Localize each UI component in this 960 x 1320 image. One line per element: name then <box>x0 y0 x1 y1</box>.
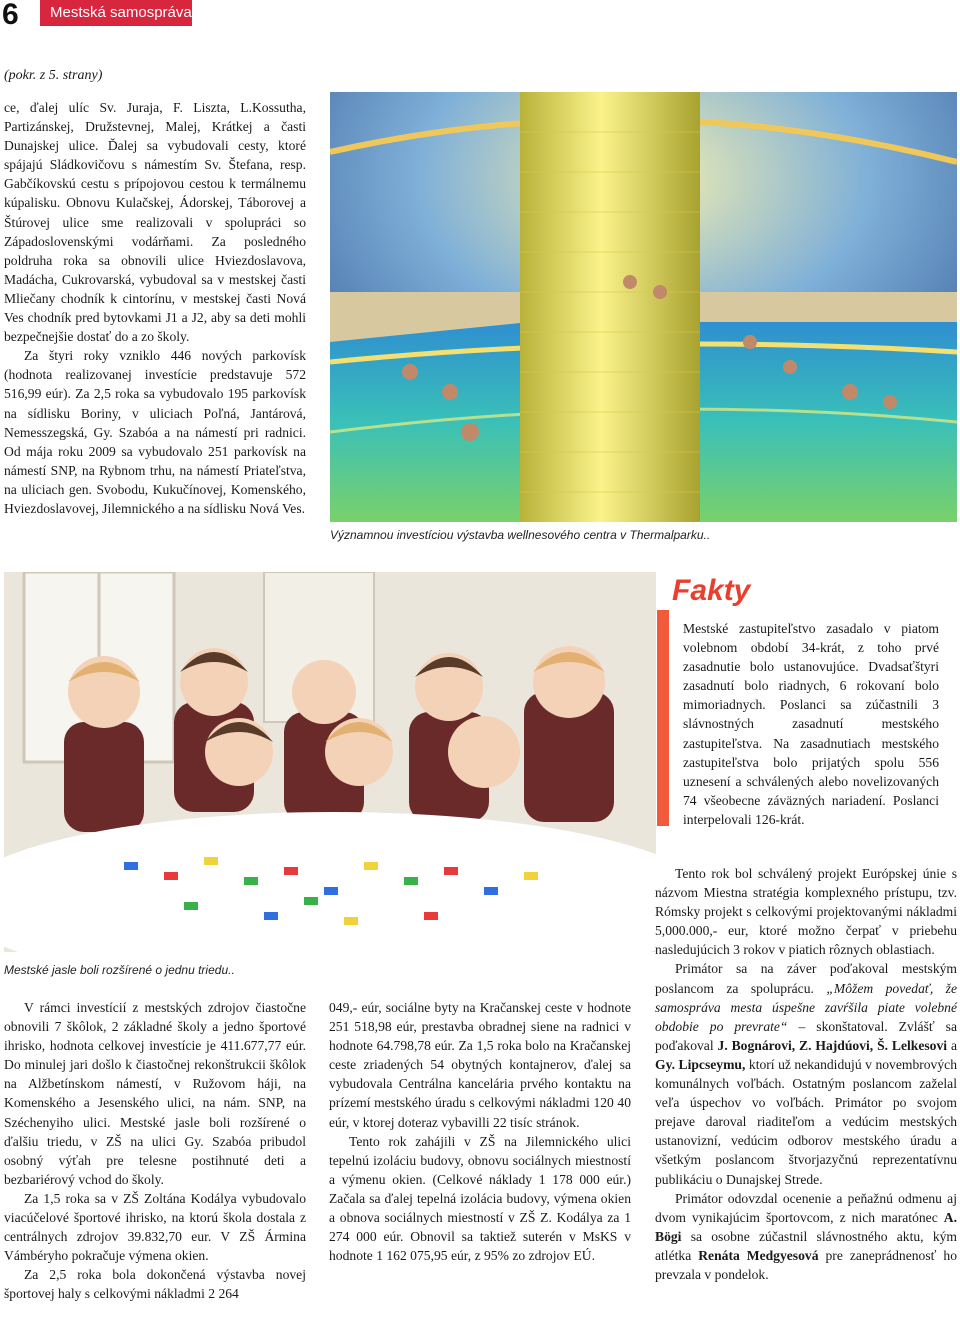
col1-paragraph-2: Za 1,5 roka sa v ZŠ Zoltána Kodálya vybudovalo viacúčelové športové ihrisko, na ktorú škola dostala z centrálnych zdrojov 39.832,70 eur. V ZŠ Ármina Vámbéryho pokračuje výmena okien. <box>4 1190 306 1264</box>
thanked-names: J. Bognárovi, Z. Hajdúovi, Š. Lelkesovi <box>717 1037 948 1053</box>
col1-paragraph-1: V rámci investícií z mestských zdrojov čiastočne obnovili 7 škôlok, 2 základné školy a jedno športové ihrisko, hodnota celkovej investície je 411.677,77 eúr. Do minulej jari došlo k čiastočnej rekonštrukcii škôlok na Alžbetínskom námestí, v Ružovom háji, na Komenského a Jesenského ulici, na nám. SNP, na Széchenyiho ulici. Mestské jasle boli rozšírené o ďalšiu triedu, v ZŠ na ulici Gy. Szabóa pribudol osobný výťah pre telesne postihnuté deti a bezbariérový vchod do školy. <box>4 1000 306 1187</box>
facts-text: Mestské zastupiteľstvo zasadalo v piatom volebnom období 34-krát, z toho prvé zasadnutie bolo ustanovujúce. Dvadsaťštyri zasadnutí bolo riadnych, 6 rokovaní bolo mimoriadnych. Poslanci sa zúčastnili 3 slávnostných zasadnutí mestského zastupiteľstva. Na zasadnutiach mestského zastupiteľstva bolo prijatých spolu 556 uznesení a schválených alebo novelizovaných 74 všeobecne záväzných nariadení. Poslanci interpelovali 126-krát. <box>683 621 939 827</box>
continuation-note: (pokr. z 5. strany) <box>4 68 103 83</box>
section-tag: Mestská samospráva <box>40 0 192 26</box>
bottom-column-2 <box>329 998 631 1265</box>
col3-paragraph-2 <box>655 959 957 1188</box>
intro-paragraph-1: ce, ďalej ulíc Sv. Juraja, F. Liszta, L.Kossutha, Partizánskej, Družstevnej, Malej, Krátkej a časti Dunajskej ulice. Ďalej sa vybudovali cesty, ktoré spájajú Sládkovičovu s námestím Sv. Štefana, resp. Gabčíkovskú cestu s prípojovou cestou k termálnemu kúpalisku. Obnovu Kulačskej, Ádorskej, Táborovej a Štúrovej ulice sme realizovali v spolupráci so Západoslovenskými vodárňami. Za posledného poldruha roka sa obnovili ulice Hviezdoslavova, Madácha, Cukrovarská, vybudoval sa v mestskej časti Mliečany chodník k cintorínu, v mestskej časti Nová Ves chodník pred bytovkami J1 a J2, aby sa deti mohli bezpečnejšie dostať do a zo školy. <box>4 100 306 345</box>
kids-caption: Mestské jasle boli rozšírené o jednu triedu.. <box>4 963 235 977</box>
col3-paragraph-3 <box>655 1189 957 1284</box>
facts-title: Fakty <box>672 574 751 607</box>
pool-caption: Významnou investíciou výstavba wellnesového centra v Thermalparku.. <box>330 528 711 542</box>
col2-paragraph-2: Tento rok zahájili v ZŠ na Jilemnického ulici tepelnú izoláciu budovy, obnovu sociálnych miestností a výmenu okien. (Celkové náklady 1 178 000 eúr.) Začala sa ďalej tepelná izolácia budovy, výmena okien a obnova sociálnych miestností v ZŠ Z. Kodálya za 1 274 000 eúr. Obnovil sa taktiež suterén v MsKS v hodnote 1 162 075,95 eúr, z 95% zo zdrojov EÚ. <box>329 1133 631 1264</box>
col3-award-text-2: sa osobne zúčastnil slávnostného aktu, kým atlétka <box>655 1228 957 1263</box>
thanked-name-4: Gy. Lipcseymu, <box>655 1056 746 1072</box>
mayor-quote: „Môžem povedať, že samospráva mesta úspešne zavŕšila piate volebné obdobie po prevrate“ <box>655 980 957 1034</box>
bottom-column-3 <box>655 864 957 1284</box>
col3-paragraph-1: Tento rok bol schválený projekt Európskej únie s názvom Miestna stratégia komplexného prístupu, tzv. Rómsky projekt s celkovými projektovanými nákladmi 5,000.000,- eur, ktoré možno čerpať v priebehu nasledujúcich 3 rokov v piatich rôznych oblastiach. <box>655 866 957 958</box>
facts-accent-bar <box>657 610 669 826</box>
pool-photo <box>330 92 957 522</box>
intro-column <box>4 98 306 518</box>
col1-paragraph-3: Za 2,5 roka bola dokončená výstavba novej športovej haly s celkovými nákladmi 2 264 <box>4 1267 306 1302</box>
col3-award-text: Primátor odovzdal ocenenie a peňažnú odmenu aj dvom vynikajúcim športovcom, z nich maratónec <box>655 1190 957 1225</box>
page-number: 6 <box>2 0 19 31</box>
col3-and: a <box>950 1037 957 1053</box>
col3-said-text: – skonštatoval. Zvlášť sa poďakoval <box>655 1018 957 1053</box>
intro-paragraph-2: Za štyri roky vzniklo 446 nových parkovísk (hodnota realizovanej investície predstavuje 572 516,99 eúr). Za 2,5 roka sa vybudovalo 195 parkovísk na sídlisku Boriny, v uliciach Poľná, Jantárová, Nemesszegská, Gy. Szabóa a na námestí pri radnici. Od mája roku 2009 sa vybudovalo 251 parkovísk na námestí SNP, na Rybnom trhu, na námestí Priateľstva, na uliciach gen. Svobodu, Kukučínovej, Komenského, Hviezdoslavovej, Jilemnického a na sídlisku Nová Ves. <box>4 348 306 516</box>
col3-rest-text: ktorí už nekandidujú v novembrových komunálnych voľbách. Ostatným poslancom zaželal veľa úspechov vo voľbách. Primátor po svojom prejave daroval riaditeľom a vedúcim mestských ustanovizní, vedúcim odborov mestského úradu a všetkým poslancom štvorjazyčnú reprezentatívnu publikáciu o Dunajskej Strede. <box>655 1056 957 1187</box>
kids-photo <box>4 572 656 952</box>
athlete-name-2: Renáta Medgyesová <box>698 1247 819 1263</box>
col2-paragraph-1: 049,- eúr, sociálne byty na Kračanskej ceste v hodnote 251 518,98 eúr, prestavba obradnej siene na radnici v hodnote 64.798,78 eúr. Za 1,5 roka bolo na Kračanskej ceste zriadených 54 obytných kontajnerov, ďalej sa vybudovala Centrálna kancelária prvého kontaktu na prízemí mestského úradu s celkovými nákladmi 120 40 eúr, v ktorej doteraz vybavilli 22 tisíc stránok. <box>329 1000 631 1130</box>
col3-award-text-3: pre zaneprádnenosť ho prevzala v pondelok. <box>655 1247 958 1282</box>
bottom-column-1 <box>4 998 306 1304</box>
col3-thanks-text: Primátor sa na záver poďakoval mestským poslancom za spoluprácu. <box>655 961 957 996</box>
athlete-name-1: A. Bögi <box>655 1209 957 1244</box>
